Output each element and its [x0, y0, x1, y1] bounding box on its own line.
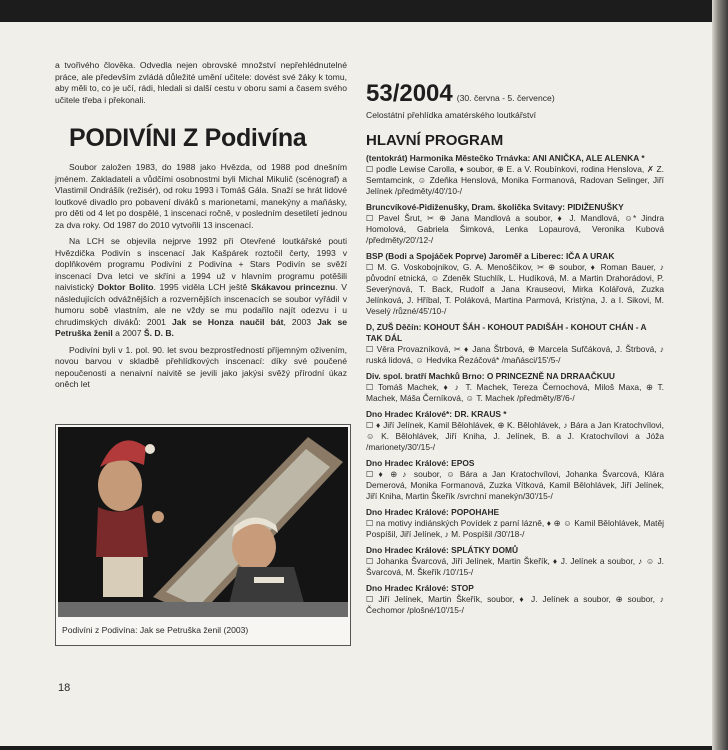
entry-credits: ☐ Věra Provazníková, ✂ ♦ Jana Štrbová, ⊕ Marcela Sufčáková, J. Štrbová, ♪ ruská lidová, ☺ Hedvika Řezáčová* /maňásci/15'/5-/ [366, 344, 664, 365]
entry-heading: Bruncvíkové-Pidiženušky, Dram. školička Svitavy: PIDIŽENUŠKY [366, 202, 624, 212]
entry-credits: ☐ M. G. Voskobojnikov, G. A. Menoščikov, ✂ ⊕ soubor, ♦ Roman Bauer, ♪ původní etnická, ☺ Zdeněk Stuchlík, L. Hudíková, M. a Martin Drahorádovi, P. Severýnová, T. Back, Rudolf a Jana Krauseovi, Mirka Kolářová, Zuzka Jelínková, J. Hříbal, T. Poláková, Martina Parmová, Kristýna, J. a I. Sikovi, M. Veselý /různé/45'/10-/ [366, 262, 664, 316]
photo-figure [55, 424, 351, 646]
entry-heading: Div. spol. bratří Machků Brno: O PRINCEZNĚ NA DRRAAČKUU [366, 371, 615, 381]
entry-credits: ☐ ♦ Jiří Jelínek, Kamil Bělohlávek, ⊕ K. Bělohlávek, ♪ Bára a Jan Kratochvílovi, ☺ K. Bělohlávek, Jiří Kniha, J. Jelínek, B. a J. Kratochvílovi a Jóža /marionety/30'/15-/ [366, 420, 664, 452]
section-title: PODIVÍNI Z Podivína [69, 124, 307, 152]
entry-credits: ☐ na motivy indiánských Povídek z parní lázně, ♦ ⊕ ☺ Kamil Bělohlávek, Matěj Pospíšil, Jiří Jelínek, ♪ M. Pospíšil /30'/18-/ [366, 518, 664, 539]
program-entry [366, 507, 664, 540]
issue-dates: (30. června - 5. července) [456, 93, 555, 103]
entry-heading: D, ZUŠ Děčín: KOHOUT ŠÁH - KOHOUT PADIŠÁH - KOHOUT CHÁN - A TAK DÁL [366, 322, 647, 343]
assessment-paragraph: Podivíni byli v 1. pol. 90. let svou bezprostředností příjemným oživením, novou barvou v skladbě přehlídkových inscenací: díky své poučené nepoučenosti a nenaivní naivitě se jevili jako jakýsi svěžý přírodní úkaz oněch let [55, 344, 347, 389]
entry-heading: Dno Hradec Králové: POPOHAHE [366, 507, 500, 517]
program-entry [366, 545, 664, 578]
issue-subtitle: Celostátní přehlídka amatérského loutkářství [366, 110, 537, 120]
book-binding [712, 0, 728, 750]
entry-heading: Dno Hradec Králové: SPLÁTKY DOMŮ [366, 545, 519, 555]
issue-heading [366, 80, 664, 108]
puppet-photo [58, 427, 348, 617]
program-entry [366, 371, 664, 404]
entry-credits: ☐ Johanka Švarcová, Jiří Jelínek, Martin Škeřík, ♦ J. Jelínek a soubor, ♪ ☺ J. Švarcová, M. Škeřík /10'/15-/ [366, 556, 664, 577]
entry-credits: ☐ Pavel Šrut, ✂ ⊕ Jana Mandlová a soubor, ♦ J. Mandlová, ☺* Jindra Homolová, Gabriela Šimková, Lenka Lopaurová, Veronika Kubová /předměty/20'/12-/ [366, 213, 664, 245]
festival-paragraph: Na LCH se objevila nejprve 1992 při Otevřené loutkářské pouti Hvězdička Podivín s inscenací Jak Kašpárek roztočil čerty, 1993 v doplňkovém programu Podivíni z Podivína + Stars Podivín se svěží inscenací Dva letci ve skříni a 1994 už v hlavním programu potěšili naivistický Doktor Bolito. 1995 viděla LCH ještě Skákavou princeznu. V následujících odvážnějších a rozvernějších inscenacích se soubor vyřádil v humoru sobě vlastním, ale ne vždy se mu podařilo najít odezvu i u chrudimských diváků: 2001 Jak se Honza naučil bát, 2003 Jak se Petruška ženil a 2007 Š. D. B. [55, 236, 348, 338]
entry-heading: Dno Hradec Králové: EPOS [366, 458, 475, 468]
photo-caption: Podivíni z Podivína: Jak se Petruška ženil (2003) [62, 625, 249, 635]
entry-credits: ☐ Jiří Jelínek, Martin Škeřík, soubor, ♦ J. Jelínek a soubor, ⊕ soubor, ♪ Čechomor /plošné/10'/15-/ [366, 594, 664, 615]
left-column [55, 60, 347, 396]
entry-heading: Dno Hradec Králové: STOP [366, 583, 474, 593]
entry-credits: ☐ podle Lewise Carolla, ♦ soubor, ⊕ E. a V. Roubínkovi, rodina Henslova, ✗ Z. Semtamcink, ☺ Zdeňka Henslová, Monika Formanová, Radovan Selinger, Jiří Jelínek /předměty/40'/10-/ [366, 164, 664, 196]
program-title: HLAVNÍ PROGRAM [366, 132, 504, 149]
entry-credits: ☐ Tomáš Machek, ♦ ♪ T. Machek, Tereza Černochová, Miloš Maxa, ⊕ T. Machek, Máša Černíková, ☺ T. Machek /předměty/8'/6-/ [366, 382, 664, 403]
right-column [366, 80, 664, 621]
program-entry [366, 251, 664, 317]
program-entry [366, 322, 664, 366]
history-paragraph: Soubor založen 1983, do 1988 jako Hvězda, od 1988 pod dnešním jménem. Zakladateli a vůdčími osobnostmi byli Michal Mikulič (scénograf) a Vlastimil Ondrášík (režisér), od roku 1993 i Tomáš Gála. Snaží se hrát lidové loutkové divadlo pro pobavení diváků s marionetami, manekýny a maňásky, pro děti od 4 let po dospělé, 1 inscenaci ročně, v posledním desetiletí jednou za dva roky. Od 1987 do 2010 vytvořili 13 inscenací. [55, 162, 347, 230]
intro-paragraph: a tvořivého člověka. Odvedla nejen obrovské množství nepřehlédnutelné práce, ale především zvládá důležité umění učitele: dovést své žáky k tomu, aby měli to, co je učí, rádi, hledali si další cestu v oboru sami a časem svého učitele třeba i překonali. [55, 60, 347, 105]
program-entry [366, 153, 664, 197]
issue-number: 53/2004 [366, 80, 453, 107]
entry-heading: BSP (Bodi a Spojáček Poprve) Jaroměř a Liberec: IČA A URAK [366, 251, 615, 261]
program-entry [366, 458, 664, 502]
page-number: 18 [58, 682, 71, 694]
program-entry [366, 409, 664, 453]
entry-heading: Dno Hradec Králové*: DR. KRAUS * [366, 409, 507, 419]
program-entry [366, 583, 664, 616]
program-entry [366, 202, 664, 246]
entry-credits: ☐ ♦ ⊕ ♪ soubor, ☺ Bára a Jan Kratochvílovi, Johanka Švarcová, Klára Demerová, Monika Formanová, Zuzka Vítková, Kamil Bělohlávek, Jiří Jelínek, Jiří Kniha, Martin Škeřík /svrchní manekýn/30'/15-/ [366, 469, 664, 501]
entry-heading: (tentokrát) Harmonika Městečko Trnávka: ANI ANIČKA, ALE ALENKA * [366, 153, 645, 163]
